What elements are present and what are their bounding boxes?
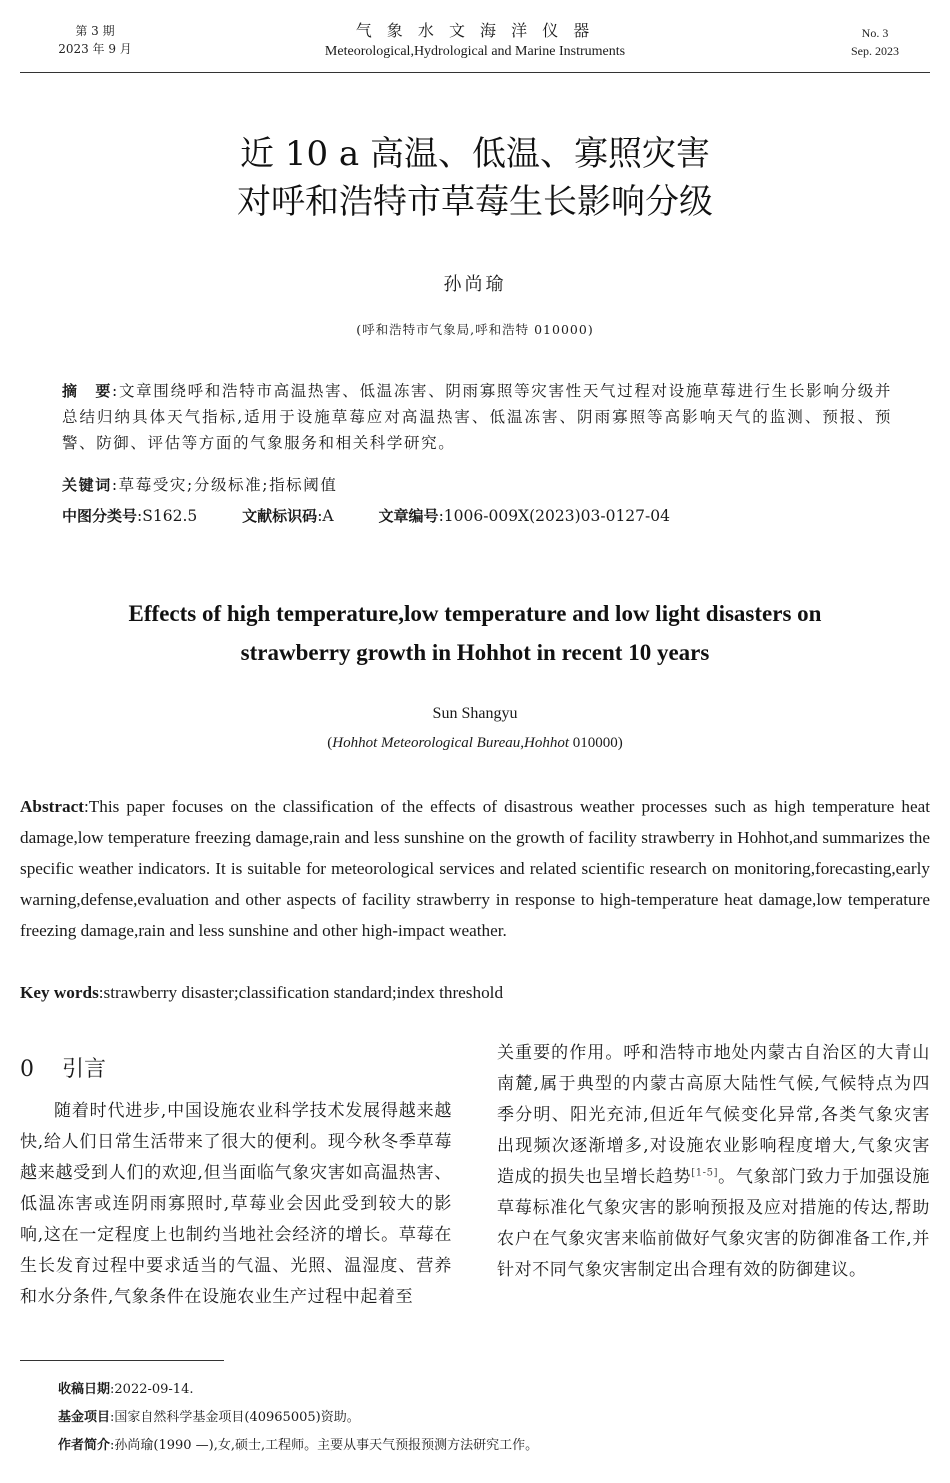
header-issue-number-cn: 第 3 期: [75, 24, 115, 38]
author-bio-label: 作者简介: [58, 1438, 111, 1453]
author-bio-value: :孙尚瑜(1990 —),女,硕士,工程师。主要从事天气预报预测方法研究工作。: [110, 1438, 539, 1453]
fund-label: 基金项目: [58, 1410, 111, 1425]
title-cn-line-1: 近 10 a 高温、低温、寡照灾害: [240, 134, 710, 174]
author-cn: 孙尚瑜: [443, 274, 507, 295]
header-date-en: Sep. 2023: [851, 44, 899, 58]
footnote-author-bio: [58, 1436, 538, 1456]
header-issue-en: [820, 24, 930, 60]
footnote-divider: [20, 1360, 224, 1361]
journal-name-cn: 气 象 水 文 海 洋 仪 器: [355, 21, 595, 40]
abstract-cn: [62, 378, 892, 456]
abstract-en: [20, 791, 930, 946]
title-en-line-1: Effects of high temperature,low temperature and low light disasters on: [128, 601, 822, 626]
body-right-text-a: 关重要的作用。呼和浩特市地处内蒙古自治区的大青山南麓,属于典型的内蒙古高原大陆性气候,气候特点为四季分明、阳光充沛,但近年气候变化异常,各类气象灾害出现频次逐渐增多,对设施农业影响程度增大,气象灾害造成的损失也呈增长趋势: [497, 1043, 930, 1187]
clc-value: :S162.5: [137, 507, 198, 525]
received-value: :2022-09-14.: [110, 1382, 194, 1397]
citation-ref[interactable]: [1-5]: [691, 1167, 719, 1179]
title-cn-line-2: 对呼和浩特市草莓生长影响分级: [237, 182, 713, 222]
affiliation-en-sep: ,: [520, 735, 525, 751]
abstract-en-label: Abstract: [20, 797, 84, 816]
footnote-received: [58, 1380, 193, 1400]
header-divider: [20, 72, 930, 73]
article-number-value: :1006-009X(2023)03-0127-04: [438, 507, 670, 525]
abstract-cn-text: :文章围绕呼和浩特市高温热害、低温冻害、阴雨寡照等灾害性天气过程对设施草莓进行生长影响分级并总结归纳具体天气指标,适用于设施草莓应对高温热害、低温冻害、阴雨寡照等高影响天气的监测、预报、预警、防御、评估等方面的气象服务和相关科学研究。: [62, 382, 892, 452]
section-title: 引言: [62, 1057, 107, 1082]
author-en: Sun Shangyu: [432, 705, 518, 722]
footnote-fund: [58, 1408, 360, 1428]
body-column-left: 随着时代进步,中国设施农业科学技术发展得越来越快,给人们日常生活带来了很大的便利。现今秋冬季草莓越来越受到人们的欢迎,但当面临气象灾害如高温热害、低温冻害或连阴雨寡照时,草莓业会因此受到较大的影响,这在一定程度上也制约当地社会经济的增长。草莓在生长发育过程中要求适当的气温、光照、温湿度、营养和水分条件,气象条件在设施农业生产过程中起着至: [20, 1101, 452, 1307]
journal-name-en: Meteorological,Hydrological and Marine Instruments: [324, 44, 626, 59]
article-number: [379, 503, 670, 529]
document-code-label: 文献标识码: [242, 507, 318, 525]
abstract-en-text: :This paper focuses on the classification of the effects of disastrous weather processes such as high temperature heat damage,low temperature freezing damage,rain and less sunshine on the growth of facility strawberry in Hohhot,and summarizes the specific weather indicators. It is suitable for meteorological services and related scientific research on monitoring,forecasting,early warning,defense,evaluation and other aspects of facility strawberry in response to high-temperature heat damage,low temperature freezing damage,rain and less sunshine and other high-impact weather.: [20, 797, 930, 940]
clc-label: 中图分类号: [62, 507, 138, 525]
page-title-en: [40, 594, 910, 672]
section-heading: [20, 1052, 106, 1083]
keywords-cn-label: 关键词: [62, 476, 112, 494]
document-code-value: :A: [317, 507, 334, 525]
article-number-label: 文章编号: [378, 507, 439, 525]
affiliation-en-city: Hohhot: [524, 735, 570, 751]
body-column-right: [497, 1038, 930, 1286]
clc-number: [62, 503, 197, 529]
keywords-cn: [62, 472, 892, 498]
affiliation-en-code: 010000): [569, 735, 623, 751]
document-code: [242, 503, 333, 529]
affiliation-en-open: (: [327, 735, 333, 751]
affiliation-cn: (呼和浩特市气象局,呼和浩特 010000): [356, 322, 594, 337]
fund-value: :国家自然科学基金项目(40965005)资助。: [110, 1410, 360, 1425]
header-issue-number-en: No. 3: [861, 26, 889, 40]
header-issue-cn: [40, 22, 150, 58]
affiliation-en-org: Hohhot Meteorological Bureau: [332, 735, 521, 751]
classification-line: [62, 503, 892, 529]
body-right-text-b: 。气象部门致力于加强设施草莓标准化气象灾害的影响预报及应对措施的传达,帮助农户在气象灾害来临前做好气象灾害的防御准备工作,并针对不同气象灾害制定出合理有效的防御建议。: [497, 1167, 930, 1280]
received-label: 收稿日期: [58, 1382, 111, 1397]
page-title-cn: [75, 130, 875, 226]
affiliation-en: [175, 735, 775, 752]
abstract-cn-label: 摘 要: [62, 382, 113, 400]
section-number: 0: [20, 1057, 34, 1082]
keywords-en: [20, 977, 930, 1008]
keywords-en-label: Key words: [20, 983, 99, 1002]
header-date-cn: 2023 年 9 月: [58, 42, 132, 56]
header-journal: [200, 20, 750, 62]
title-en-line-2: strawberry growth in Hohhot in recent 10 years: [240, 640, 710, 665]
keywords-cn-text: :草莓受灾;分级标准;指标阈值: [111, 476, 338, 494]
keywords-en-text: :strawberry disaster;classification standard;index threshold: [98, 983, 504, 1002]
